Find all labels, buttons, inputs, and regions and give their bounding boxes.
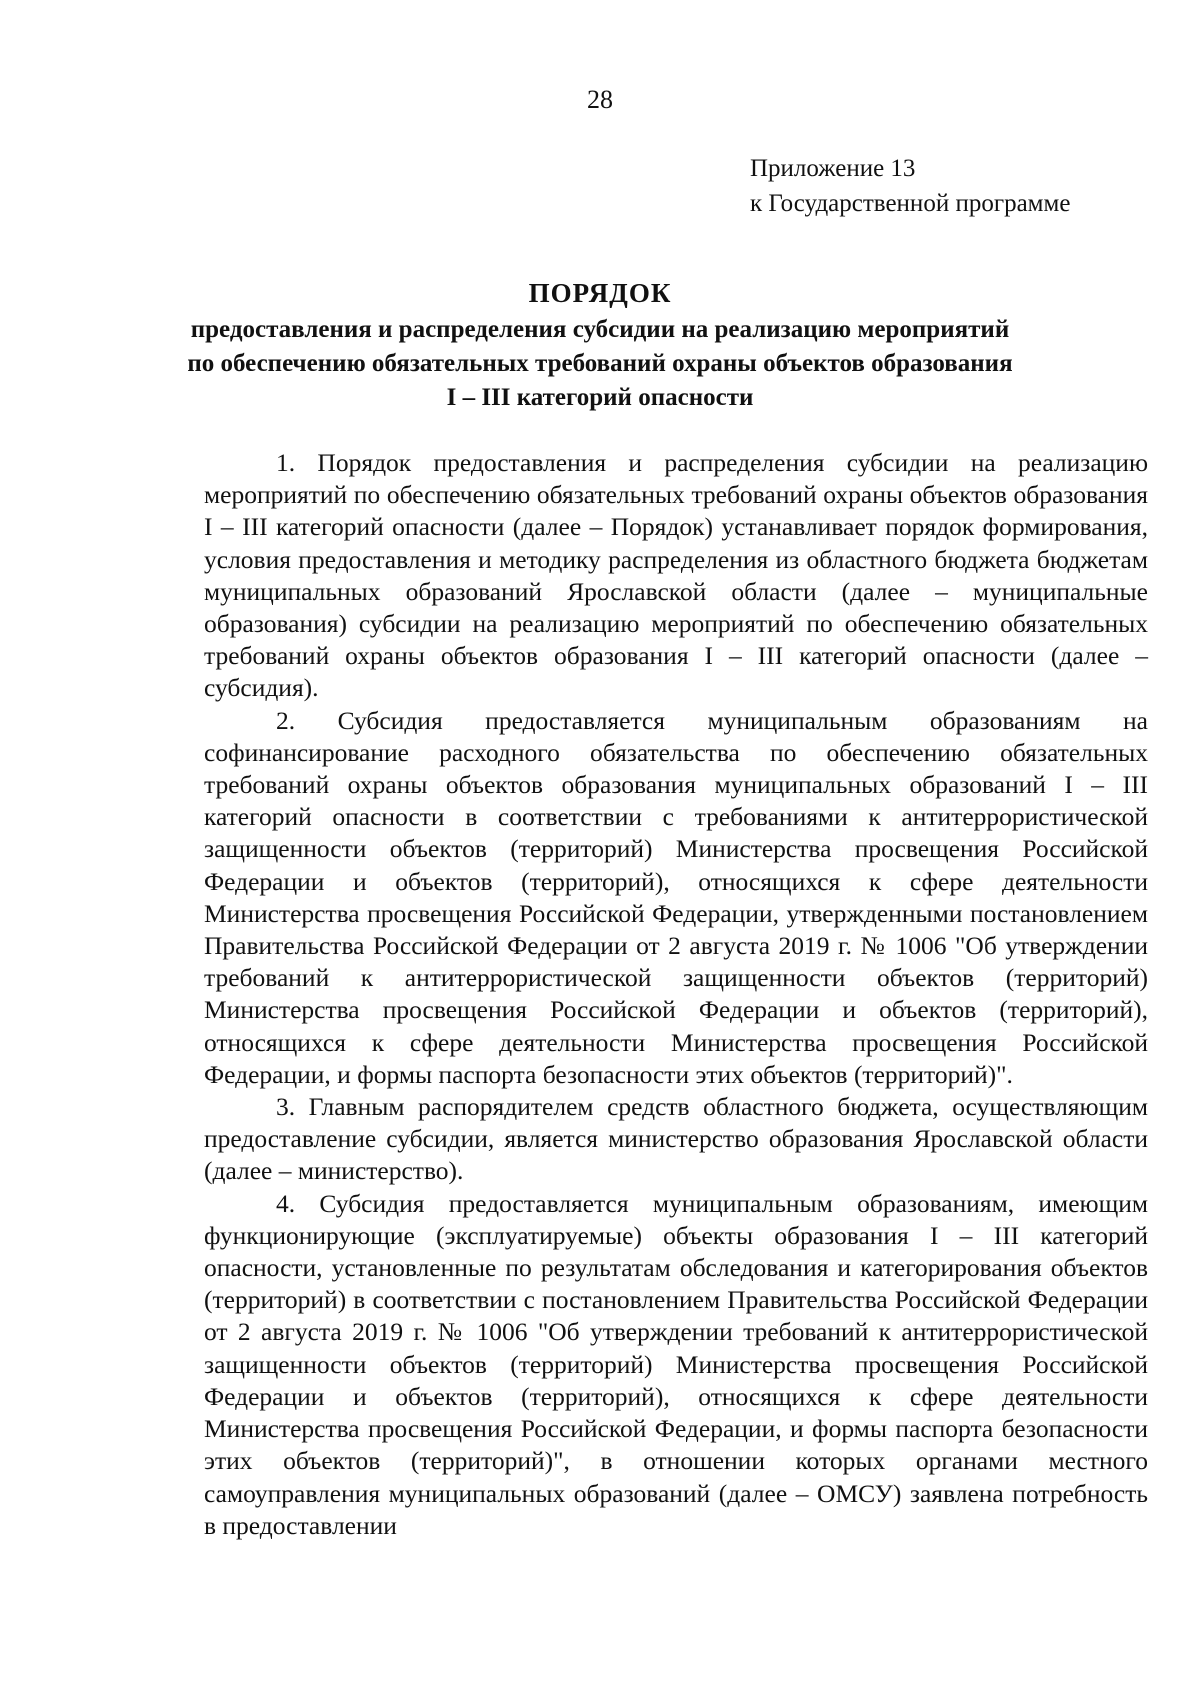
page-number: 28 <box>587 85 613 114</box>
paragraph-3: 3. Главным распорядителем средств областного бюджета, осуществляющим предоставление субсидии, является министерство образования Ярославской области (далее – министерство). <box>204 1092 1148 1186</box>
appendix-number: Приложение 13 <box>750 155 916 182</box>
paragraph-2: 2. Субсидия предоставляется муниципальным образованиям на софинансирование расходного обязательства по обеспечению обязательных требований охраны объектов образования муниципальных образований I – III категорий опасности в соответствии с требованиями к антитеррористической защищенности объектов (территорий) Министерства просвещения Российской Федерации и объектов (территорий), относящихся к сфере деятельности Министерства просвещения Российской Федерации, утвержденными постановлением Правительства Российской Федерации от 2 августа 2019 г. № 1006 "Об утверждении требований к антитеррористической защищенности объектов (территорий) Министерства просвещения Российской Федерации и объектов (территорий), относящихся к сфере деятельности Министерства просвещения Российской Федерации, и формы паспорта безопасности этих объектов (территорий)". <box>204 705 1148 1089</box>
paragraph-4: 4. Субсидия предоставляется муниципальным образованиям, имеющим функционирующие (эксплуатируемые) объекты образования I – III категорий опасности, установленные по результатам обследования и категорирования объектов (территорий) в соответствии с постановлением Правительства Российской Федерации от 2 августа 2019 г. № 1006 "Об утверждении требований к антитеррористической защищенности объектов (территорий) Министерства просвещения Российской Федерации и объектов (территорий), относящихся к сфере деятельности Министерства просвещения Российской Федерации, и формы паспорта безопасности этих объектов (территорий)", в отношении которых органами местного самоуправления муниципальных образований (далее – ОМСУ) заявлена потребность в предоставлении <box>204 1188 1148 1540</box>
appendix-reference <box>750 151 1070 221</box>
document-title <box>0 275 1200 415</box>
title-subtitle-line-2: по обеспечению обязательных требований охраны объектов образования <box>187 350 1013 377</box>
document-body <box>204 447 1148 1542</box>
title-heading: ПОРЯДОК <box>528 278 672 308</box>
title-subtitle-line-3: I – III категорий опасности <box>446 384 754 411</box>
paragraph-1: 1. Порядок предоставления и распределения субсидии на реализацию мероприятий по обеспечению обязательных требований охраны объектов образования I – III категорий опасности (далее – Порядок) устанавливает порядок формирования, условия предоставления и методику распределения из областного бюджета бюджетам муниципальных образований Ярославской области (далее – муниципальные образования) субсидии на реализацию мероприятий по обеспечению обязательных требований охраны объектов образования I – III категорий опасности (далее – субсидия). <box>204 448 1148 703</box>
appendix-program: к Государственной программе <box>750 190 1071 217</box>
title-subtitle-line-1: предоставления и распределения субсидии на реализацию мероприятий <box>190 316 1010 343</box>
